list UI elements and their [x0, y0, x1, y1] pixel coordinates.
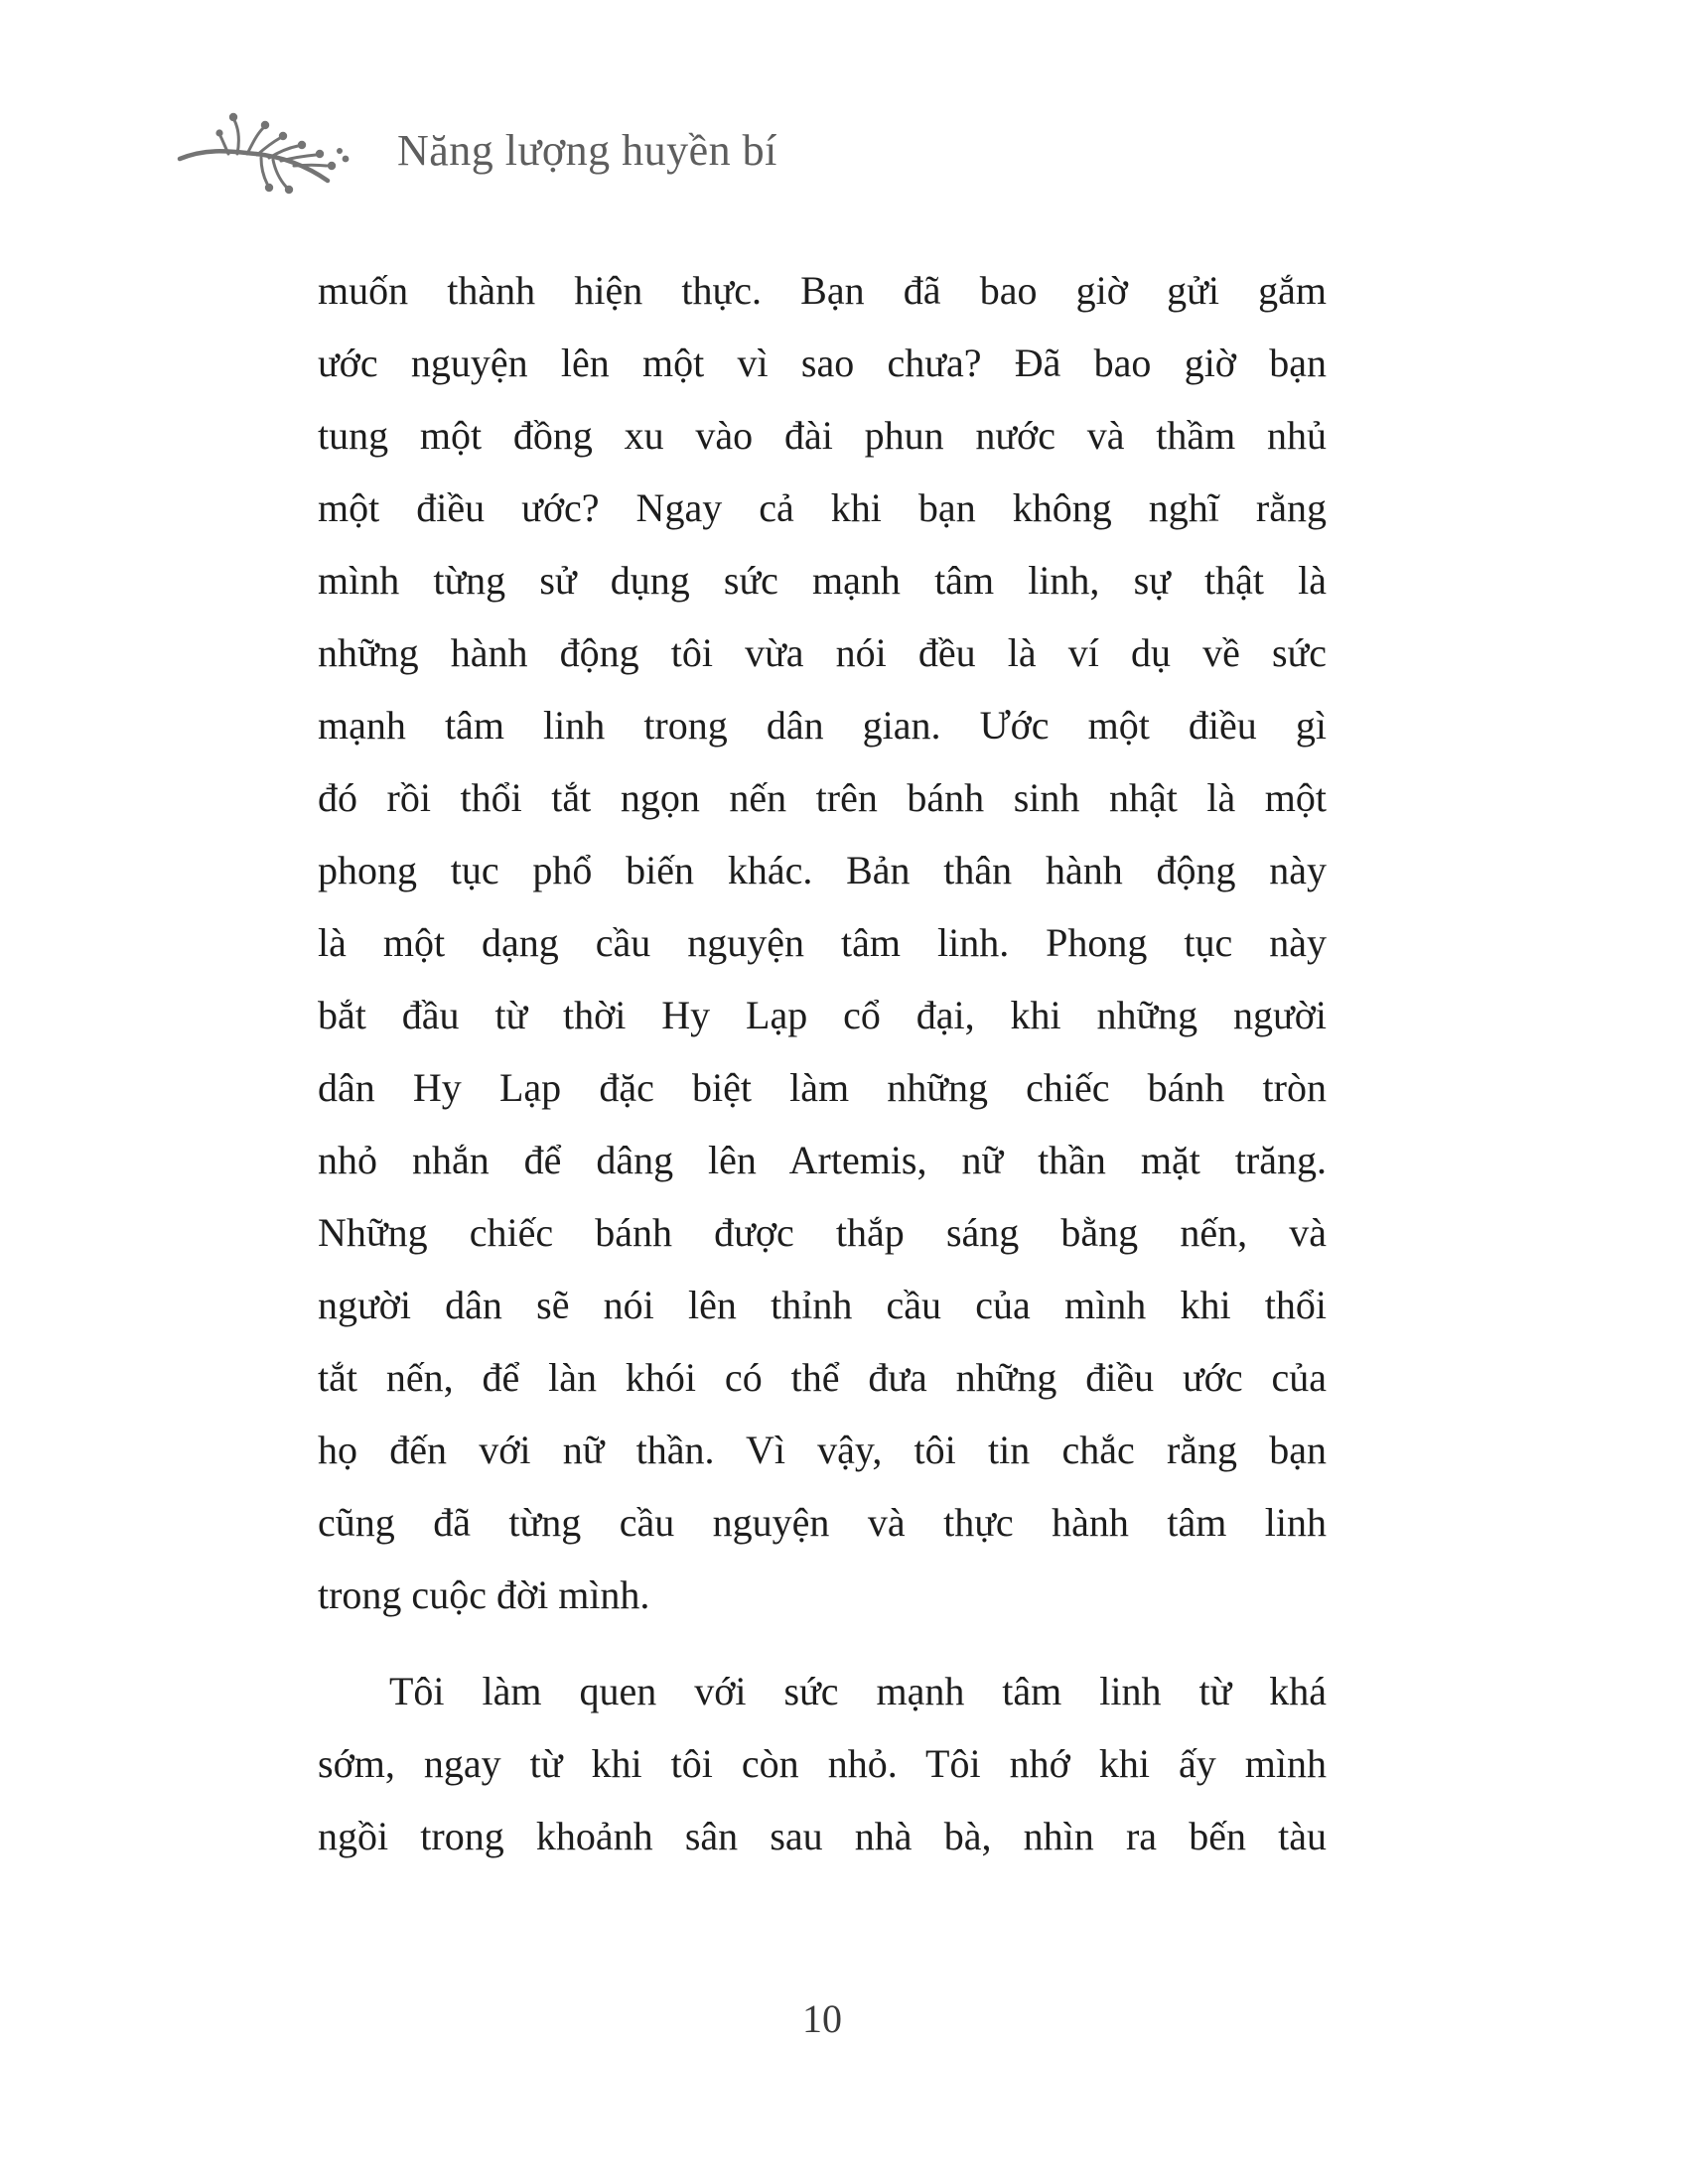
body-text: [318, 254, 1327, 1872]
running-header-title: Năng lượng huyền bí: [397, 125, 777, 175]
text-line: dân Hy Lạp đặc biệt làm những chiếc bánh tròn: [318, 1065, 1327, 1110]
text-line: là một dạng cầu nguyện tâm linh. Phong tục này: [318, 920, 1327, 965]
paragraph: [318, 254, 1327, 1631]
text-line: tung một đồng xu vào đài phun nước và thầm nhủ: [318, 413, 1327, 458]
text-line: một điều ước? Ngay cả khi bạn không nghĩ rằng: [318, 485, 1327, 530]
text-line: muốn thành hiện thực. Bạn đã bao giờ gửi gắm: [318, 268, 1327, 313]
text-line: mình từng sử dụng sức mạnh tâm linh, sự thật là: [318, 558, 1327, 603]
text-line: sớm, ngay từ khi tôi còn nhỏ. Tôi nhớ khi ấy mình: [318, 1741, 1327, 1786]
text-line: đó rồi thổi tắt ngọn nến trên bánh sinh nhật là một: [318, 775, 1327, 820]
text-line: bắt đầu từ thời Hy Lạp cổ đại, khi những người: [318, 993, 1327, 1037]
paragraph: [318, 1655, 1327, 1872]
text-line: Tôi làm quen với sức mạnh tâm linh từ khá: [389, 1669, 1327, 1713]
text-line: người dân sẽ nói lên thỉnh cầu của mình khi thổi: [318, 1283, 1327, 1327]
text-line: mạnh tâm linh trong dân gian. Ước một điều gì: [318, 703, 1327, 748]
text-line: phong tục phổ biến khác. Bản thân hành động này: [318, 848, 1327, 892]
text-line: Những chiếc bánh được thắp sáng bằng nến, và: [318, 1210, 1327, 1255]
text-line: nhỏ nhắn để dâng lên Artemis, nữ thần mặt trăng.: [318, 1138, 1327, 1182]
text-line: tắt nến, để làn khói có thể đưa những điều ước của: [318, 1355, 1327, 1400]
branch-icon: [177, 107, 371, 199]
text-line: ngồi trong khoảnh sân sau nhà bà, nhìn ra bến tàu: [318, 1814, 1327, 1858]
running-header: [177, 107, 777, 199]
text-line: trong cuộc đời mình.: [318, 1572, 650, 1617]
text-line: cũng đã từng cầu nguyện và thực hành tâm linh: [318, 1500, 1327, 1545]
text-line: ước nguyện lên một vì sao chưa? Đã bao giờ bạn: [318, 341, 1327, 385]
text-line: những hành động tôi vừa nói đều là ví dụ về sức: [318, 630, 1327, 675]
text-line: họ đến với nữ thần. Vì vậy, tôi tin chắc rằng bạn: [318, 1428, 1327, 1472]
page-number: 10: [802, 1996, 842, 2041]
